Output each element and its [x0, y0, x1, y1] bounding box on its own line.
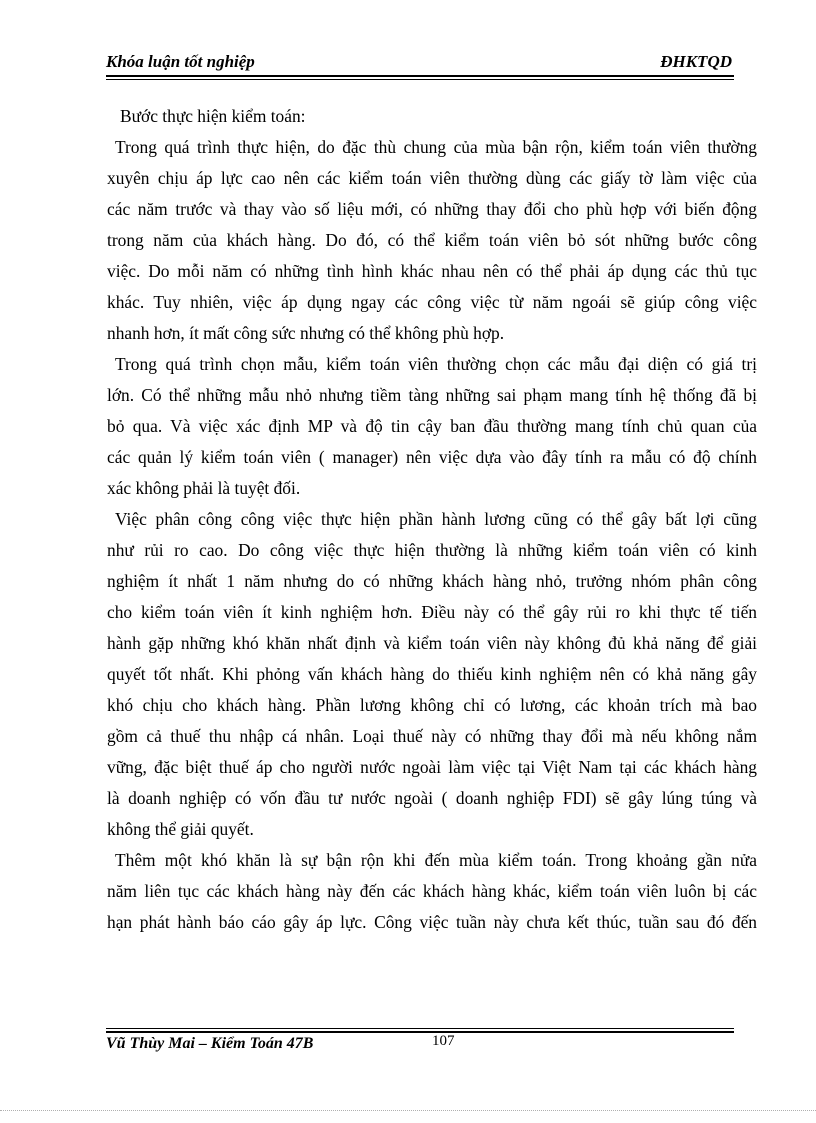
footer-rule-thick	[106, 1031, 734, 1033]
text-line: xuyên chịu áp lực cao nên các kiểm toán viên thường dùng các giấy tờ làm việc của	[107, 168, 757, 188]
text-line: bỏ qua. Và việc xác định MP và độ tin cậy ban đầu thường mang tính chủ quan của	[107, 416, 757, 436]
text-line: vững, đặc biệt thuế áp cho người nước ngoài làm việc tại Việt Nam tại các khách hàng	[107, 757, 757, 777]
page-number: 107	[432, 1033, 455, 1049]
text-line: Thêm một khó khăn là sự bận rộn khi đến mùa kiểm toán. Trong khoảng gần nửa	[115, 850, 757, 870]
text-line: việc. Do mỗi năm có những tình hình khác nhau nên có thể phải áp dụng các thủ tục	[107, 261, 757, 281]
text-line: gồm cả thuế thu nhập cá nhân. Loại thuế này có những thay đổi mà nếu không nắm	[107, 726, 757, 746]
header-university: ĐHKTQD	[660, 52, 732, 71]
text-line: Việc phân công công việc thực hiện phần hành lương cũng có thể gây bất lợi cũng	[115, 509, 757, 529]
body-text	[107, 101, 757, 938]
text-line: nhanh hơn, ít mất công sức nhưng có thể không phù hợp.	[107, 323, 505, 343]
paragraph-4	[107, 845, 757, 938]
text-line: các quản lý kiểm toán viên ( manager) nên việc dựa vào đây tính ra mẫu có độ chính	[107, 447, 757, 467]
paragraph-1	[107, 132, 757, 349]
text-line: năm liên tục các khách hàng này đến các khách hàng khác, kiểm toán viên luôn bị các	[107, 881, 757, 901]
header-rule-thick	[106, 75, 734, 77]
text-line: các năm trước và thay vào số liệu mới, có những thay đổi cho phù hợp với biến động	[107, 199, 757, 219]
footer-rule-thin	[106, 1028, 734, 1029]
text-line: hành gặp những khó khăn nhất định và kiểm toán viên này không đủ khả năng để giải	[107, 633, 757, 653]
footer-author: Vũ Thùy Mai – Kiểm Toán 47B	[106, 1035, 314, 1052]
text-line: là doanh nghiệp có vốn đầu tư nước ngoài ( doanh nghiệp FDI) sẽ gây lúng túng và	[107, 788, 757, 808]
text-line: xác không phải là tuyệt đối.	[107, 478, 301, 498]
text-line: như rủi ro cao. Do công việc thực hiện thường là những kiểm toán viên có kinh	[107, 540, 757, 560]
text-line: nghiệm ít nhất 1 năm nhưng do có những khách hàng nhỏ, trưởng nhóm phân công	[107, 571, 757, 591]
text-line: lớn. Có thể những mẫu nhỏ nhưng tiềm tàng những sai phạm mang tính hệ thống đã bị	[107, 385, 757, 405]
paragraph-3	[107, 504, 757, 845]
text-line: Trong quá trình thực hiện, do đặc thù chung của mùa bận rộn, kiểm toán viên thường	[115, 137, 757, 157]
text-line: cho kiểm toán viên ít kinh nghiệm hơn. Điều này có thể gây rủi ro khi thực tế tiến	[107, 602, 757, 622]
text-line: quyết tốt nhất. Khi phỏng vấn khách hàng do thiếu kinh nghiệm nên có khả năng gây	[107, 664, 757, 684]
text-line: khó chịu cho khách hàng. Phần lương không chỉ có lương, các khoản trích mà bao	[107, 695, 757, 715]
text-line: trong năm của khách hàng. Do đó, có thể kiểm toán viên bỏ sót những bước công	[107, 230, 757, 250]
paragraph-2	[107, 349, 757, 504]
text-line: hạn phát hành báo cáo gây áp lực. Công việc tuần này chưa kết thúc, tuần sau đó đến	[107, 912, 757, 932]
header-thesis-title: Khóa luận tốt nghiệp	[106, 52, 255, 71]
section-heading: Bước thực hiện kiểm toán:	[120, 106, 306, 126]
text-line: Trong quá trình chọn mẫu, kiểm toán viên thường chọn các mẫu đại diện có giá trị	[115, 354, 757, 374]
text-line: không thể giải quyết.	[107, 819, 254, 839]
header-rule-thin	[106, 79, 734, 80]
text-line: khác. Tuy nhiên, việc áp dụng ngay các công việc từ năm ngoái sẽ giúp công việc	[107, 292, 757, 312]
page-break-edge	[0, 1110, 816, 1111]
